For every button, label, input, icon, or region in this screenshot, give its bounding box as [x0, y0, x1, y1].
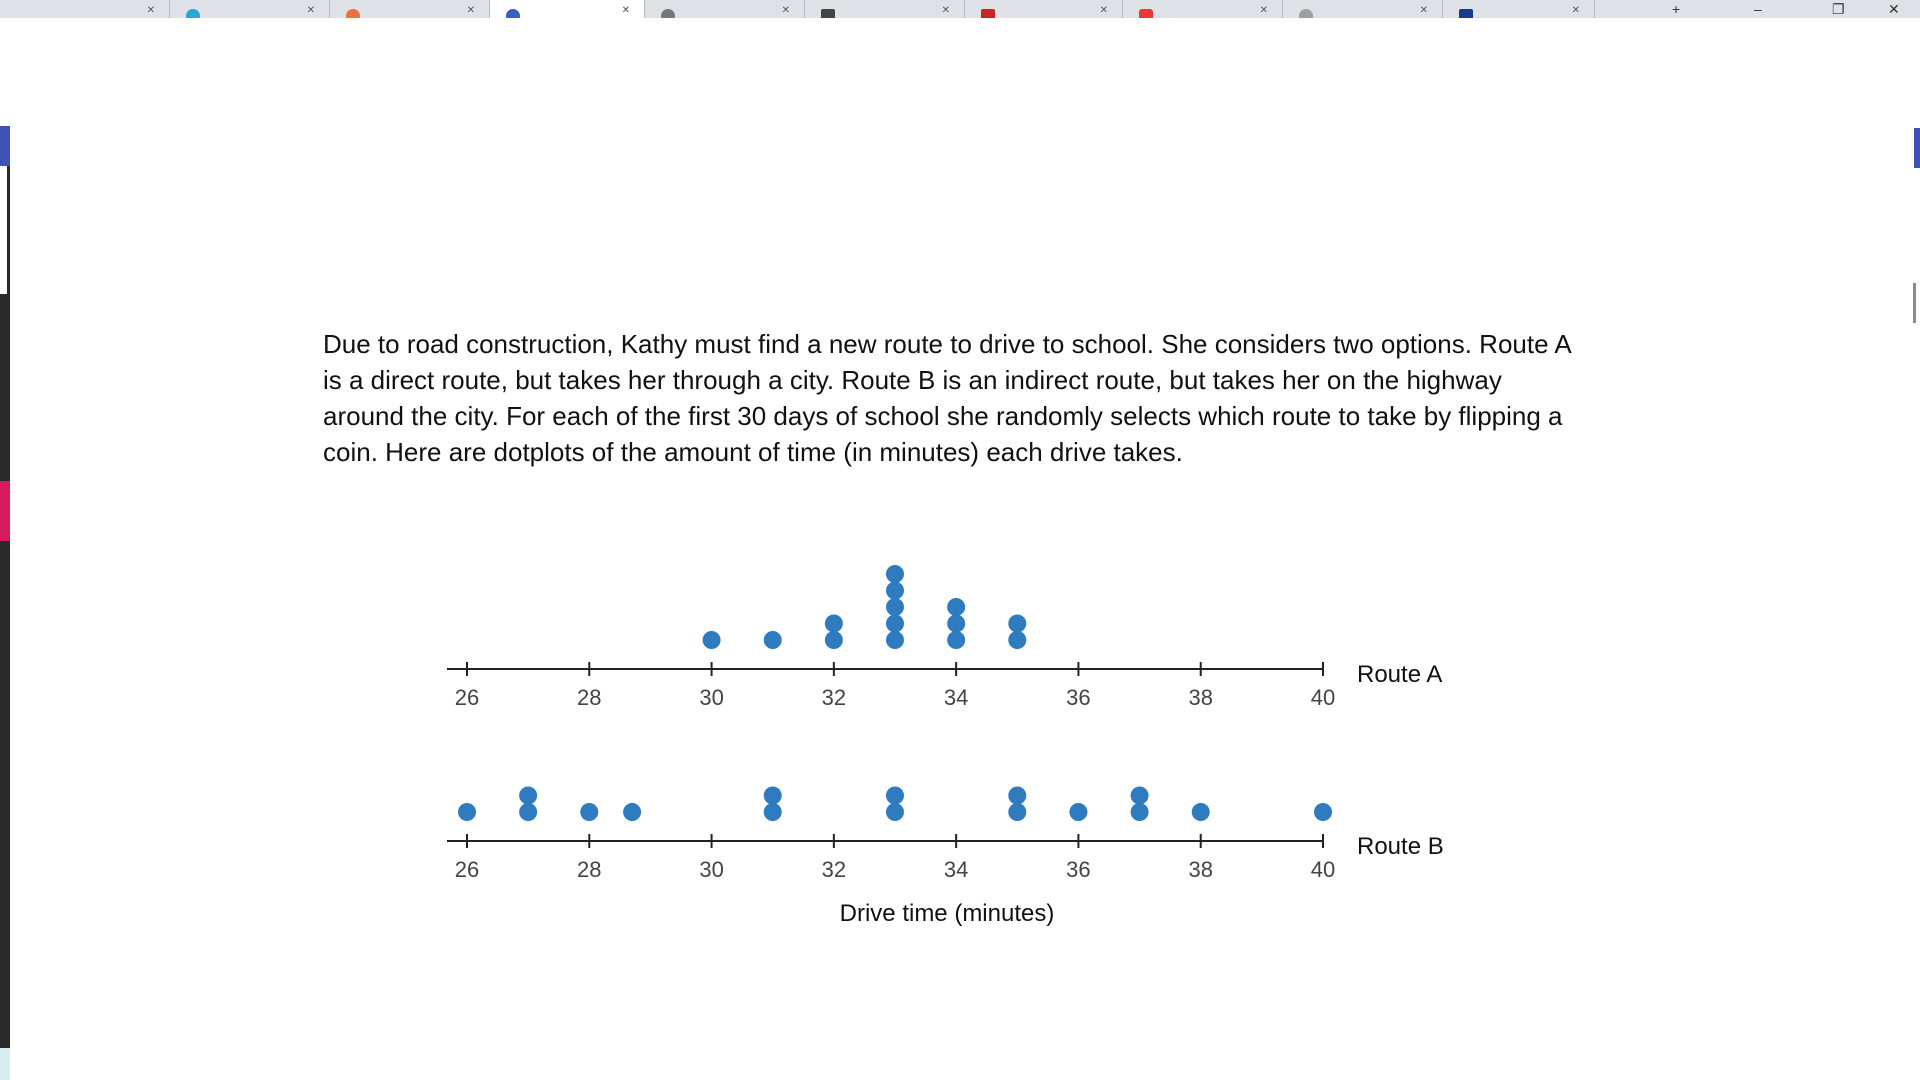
- data-dot: [1131, 787, 1149, 805]
- tick-label: 34: [943, 857, 969, 882]
- data-dot: [1131, 803, 1149, 821]
- tick-label: 32: [821, 857, 847, 882]
- data-dot: [764, 787, 782, 805]
- tab-favicon-icon: [821, 9, 835, 18]
- tab-favicon-icon: [661, 9, 675, 18]
- data-dot: [519, 803, 537, 821]
- sidebar-gap: [0, 166, 10, 294]
- data-dot: [947, 631, 965, 649]
- data-dot: [580, 803, 598, 821]
- tick-label: 36: [1066, 857, 1091, 882]
- tab-favicon-icon: [1139, 9, 1153, 18]
- x-axis-label: Drive time (minutes): [839, 900, 1055, 927]
- tab-close-icon[interactable]: ✕: [146, 5, 155, 16]
- tab-favicon-icon: [981, 9, 995, 18]
- data-dot: [1008, 803, 1026, 821]
- browser-tab[interactable]: [170, 0, 330, 18]
- tab-favicon-icon: [506, 9, 520, 18]
- tick-label: 26: [454, 857, 480, 882]
- minimize-icon[interactable]: –: [1754, 1, 1762, 17]
- data-dot: [1314, 803, 1332, 821]
- tick-label: 38: [1188, 685, 1213, 710]
- tick-label: 30: [699, 857, 724, 882]
- left-bottom-strip: [0, 1048, 10, 1080]
- sidebar-accent-top: [0, 126, 10, 166]
- data-dot: [825, 631, 843, 649]
- tab-close-icon[interactable]: ✕: [306, 5, 315, 16]
- question-text: Due to road construction, Kathy must find a new route to drive to school. She considers two options. Route A is a direct route, but takes her through a city. Route B is an indirect route, but takes her on the highway around the city. For each of the first 30 days of school she randomly selects which route to take by flipping a coin. Here are dotplots of the amount of time (in minutes) each drive takes.: [323, 329, 1571, 467]
- data-dot: [825, 615, 843, 633]
- tab-favicon-icon: [346, 9, 360, 18]
- right-accent-bar: [1914, 128, 1920, 168]
- data-dot: [1192, 803, 1210, 821]
- data-dot: [886, 598, 904, 616]
- browser-tab[interactable]: [645, 0, 805, 18]
- data-dot: [1069, 803, 1087, 821]
- browser-tab[interactable]: [965, 0, 1123, 18]
- restore-icon[interactable]: ❐: [1832, 1, 1845, 17]
- tick-label: 34: [943, 685, 969, 710]
- data-dot: [703, 631, 721, 649]
- browser-tab[interactable]: [1123, 0, 1283, 18]
- data-dot: [519, 787, 537, 805]
- browser-tab[interactable]: [805, 0, 965, 18]
- tab-close-icon[interactable]: ✕: [466, 5, 475, 16]
- tab-favicon-icon: [1299, 9, 1313, 18]
- window-controls: [1672, 0, 1920, 18]
- tick-label: 36: [1066, 685, 1091, 710]
- tab-close-icon[interactable]: ✕: [621, 5, 630, 16]
- tab-favicon-icon: [186, 9, 200, 18]
- tab-close-icon[interactable]: ✕: [781, 5, 790, 16]
- tick-label: 32: [821, 685, 847, 710]
- data-dot: [1008, 631, 1026, 649]
- scrollbar-thumb[interactable]: [1913, 283, 1916, 323]
- new-tab-icon[interactable]: +: [1672, 1, 1681, 17]
- tab-close-icon[interactable]: ✕: [1419, 5, 1428, 16]
- data-dot: [886, 803, 904, 821]
- browser-tab[interactable]: [330, 0, 490, 18]
- left-sidebar: [0, 126, 10, 1048]
- data-dot: [886, 631, 904, 649]
- tick-label: 28: [577, 857, 602, 882]
- tick-label: 30: [699, 685, 724, 710]
- browser-tab[interactable]: [1443, 0, 1595, 18]
- tab-close-icon[interactable]: ✕: [941, 5, 950, 16]
- data-dot: [886, 565, 904, 583]
- tick-label: 40: [1310, 685, 1336, 710]
- tick-label: 40: [1310, 857, 1336, 882]
- data-dot: [1008, 615, 1026, 633]
- browser-tab-active[interactable]: [490, 0, 645, 18]
- browser-tab[interactable]: [0, 0, 170, 18]
- tab-close-icon[interactable]: ✕: [1259, 5, 1268, 16]
- browser-tab-strip: [0, 0, 1920, 18]
- data-dot: [458, 803, 476, 821]
- tick-label: 28: [577, 685, 602, 710]
- tab-favicon-icon: [1459, 9, 1473, 18]
- dotplot-chart: [430, 540, 1490, 960]
- tick-label: 26: [454, 685, 480, 710]
- data-dot: [764, 803, 782, 821]
- data-dot: [623, 803, 641, 821]
- data-dot: [764, 631, 782, 649]
- browser-tab[interactable]: [1283, 0, 1443, 18]
- data-dot: [947, 598, 965, 616]
- data-dot: [1008, 787, 1026, 805]
- data-dot: [886, 615, 904, 633]
- close-window-icon[interactable]: ✕: [1888, 1, 1900, 17]
- sidebar-accent-pink[interactable]: [0, 481, 10, 541]
- data-dot: [886, 787, 904, 805]
- data-dot: [886, 582, 904, 600]
- tab-close-icon[interactable]: ✕: [1571, 5, 1580, 16]
- series-label: Route A: [1357, 661, 1443, 688]
- tick-label: 38: [1188, 857, 1213, 882]
- tab-close-icon[interactable]: ✕: [1099, 5, 1108, 16]
- data-dot: [947, 615, 965, 633]
- series-label: Route B: [1357, 833, 1444, 860]
